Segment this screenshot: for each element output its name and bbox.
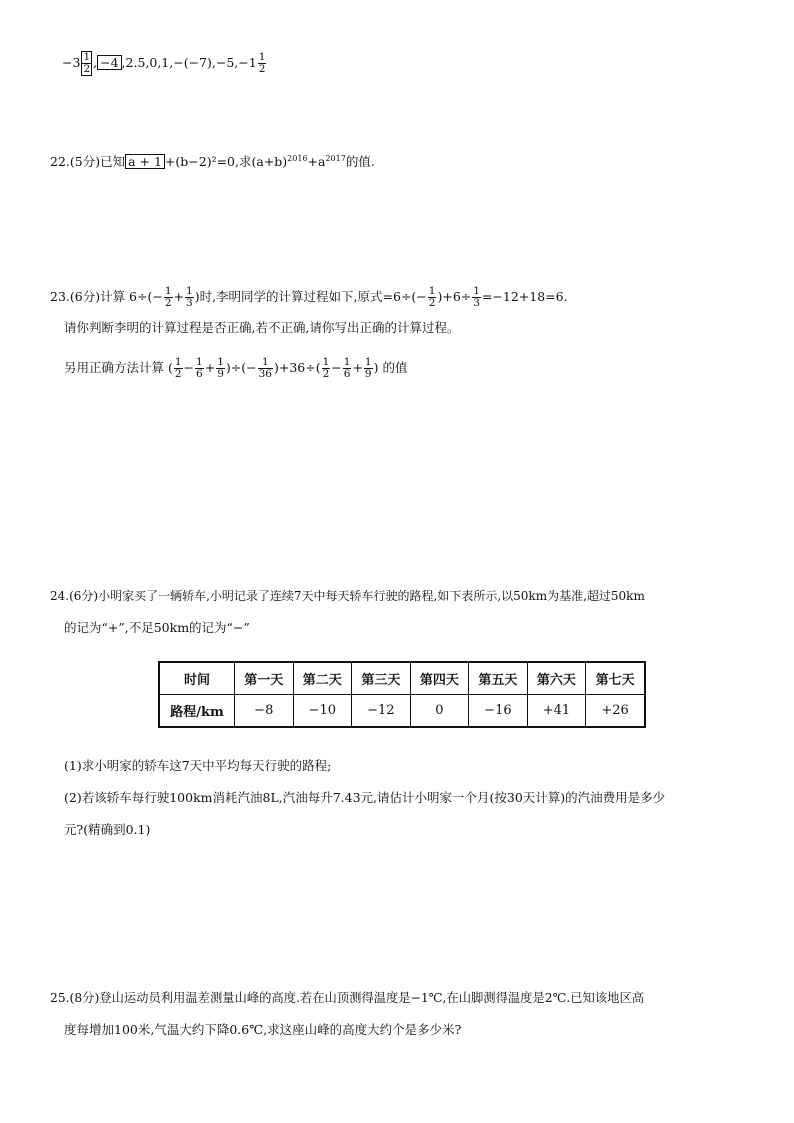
q24-sub-question-3: 元?(精确到0.1) (64, 822, 151, 837)
table-header-cell: 第七天 (586, 662, 645, 695)
table-cell: −16 (469, 695, 528, 728)
q25-question-line2: 度每增加100米,气温大约下降0.6℃,求这座山峰的高度大约个是多少米? (64, 1022, 462, 1037)
q22-boxed-abs: a + 1 (125, 154, 165, 169)
q23-frac-3: $\frac{1}{2}$ (428, 285, 436, 309)
q23-frac-f: $\frac{1}{6}$ (343, 356, 351, 380)
q23-question-line1: 23.(6分)计算 6÷(− $\frac{1}{2}$ + $\frac{1}{3}$ )时,李明同学的计算过程如下,原式=6÷(− $\frac{1}{2}$ )+6÷ $\frac{1}{3}$ =−12+18=6. (50, 285, 568, 309)
q23-frac-c: $\frac{1}{9}$ (217, 356, 224, 380)
q23-frac-b: $\frac{1}{6}$ (196, 356, 203, 380)
q23-frac-d: $\frac{1}{36}$ (258, 356, 272, 380)
table-header-cell: 第三天 (352, 662, 411, 695)
q24-sub-question-2: (2)若该轿车每行驶100km消耗汽油8L,汽油每升7.43元,请估计小明家一个月(按30天计算)的汽油费用是多少 (64, 790, 666, 805)
q24-question-line2: 的记为“+”,不足50km的记为“−” (64, 620, 250, 635)
table-cell: 0 (410, 695, 469, 728)
q23-frac-4: $\frac{1}{3}$ (473, 285, 480, 309)
q21-boxed-value: −4 (97, 55, 121, 70)
q24-question-line1: 24.(6分)小明家买了一辆轿车,小明记录了连续7天中每天轿车行驶的路程,如下表所示,以50km为基准,超过50km (50, 589, 645, 603)
table-header-cell: 第六天 (527, 662, 586, 695)
table-header-cell: 第一天 (235, 662, 294, 695)
table-header-cell: 时间 (159, 662, 235, 695)
table-header-cell: 第五天 (469, 662, 528, 695)
table-cell: −10 (293, 695, 352, 728)
table-cell: −8 (235, 695, 294, 728)
q23-frac-g: $\frac{1}{9}$ (364, 356, 372, 380)
table-row (159, 695, 645, 728)
q21-number-list: −3 $\frac{1}{2}$ , −4 ,2.5,0,1,−(−7),−5,−1 $\frac{1}{2}$ (62, 51, 266, 75)
table-header-row (159, 662, 645, 695)
q23-frac-e: $\frac{1}{2}$ (322, 356, 330, 380)
q24-sub-question-1: (1)求小明家的轿车这7天中平均每天行驶的路程; (64, 758, 332, 773)
q23-frac-1: $\frac{1}{2}$ (164, 285, 172, 309)
table-header-cell: 第四天 (410, 662, 469, 695)
q22-question: 22.(5分)已知 a + 1 +(b−2)²=0,求$(a+b)^{2016}+a^{2017}$的值. (50, 154, 375, 170)
q21-fraction-1: $\frac{1}{2}$ (83, 51, 91, 75)
q21-fraction-2: $\frac{1}{2}$ (258, 51, 266, 75)
q23-question-line3: 另用正确方法计算 ( $\frac{1}{2}$ − $\frac{1}{6}$ + $\frac{1}{9}$ )÷(− $\frac{1}{36}$ )+36÷( $\frac{1}{2}$ − $\frac{1}{6}$ + $\frac{1}{9}$ ) 的值 (64, 356, 408, 380)
table-header-cell: 第二天 (293, 662, 352, 695)
q24-distance-table (158, 661, 646, 728)
q25-question-line1: 25.(8分)登山运动员利用温差测量山峰的高度.若在山顶测得温度是−1℃,在山脚测得温度是2℃.已知该地区高 (50, 991, 645, 1005)
q23-frac-2: $\frac{1}{3}$ (186, 285, 193, 309)
table-row-label: 路程/km (159, 695, 235, 728)
q23-frac-a: $\frac{1}{2}$ (174, 356, 182, 380)
table-cell: −12 (352, 695, 411, 728)
table-cell: +41 (527, 695, 586, 728)
table-cell: +26 (586, 695, 645, 728)
q23-question-line2: 请你判断李明的计算过程是否正确,若不正确,请你写出正确的计算过程。 (64, 320, 460, 335)
